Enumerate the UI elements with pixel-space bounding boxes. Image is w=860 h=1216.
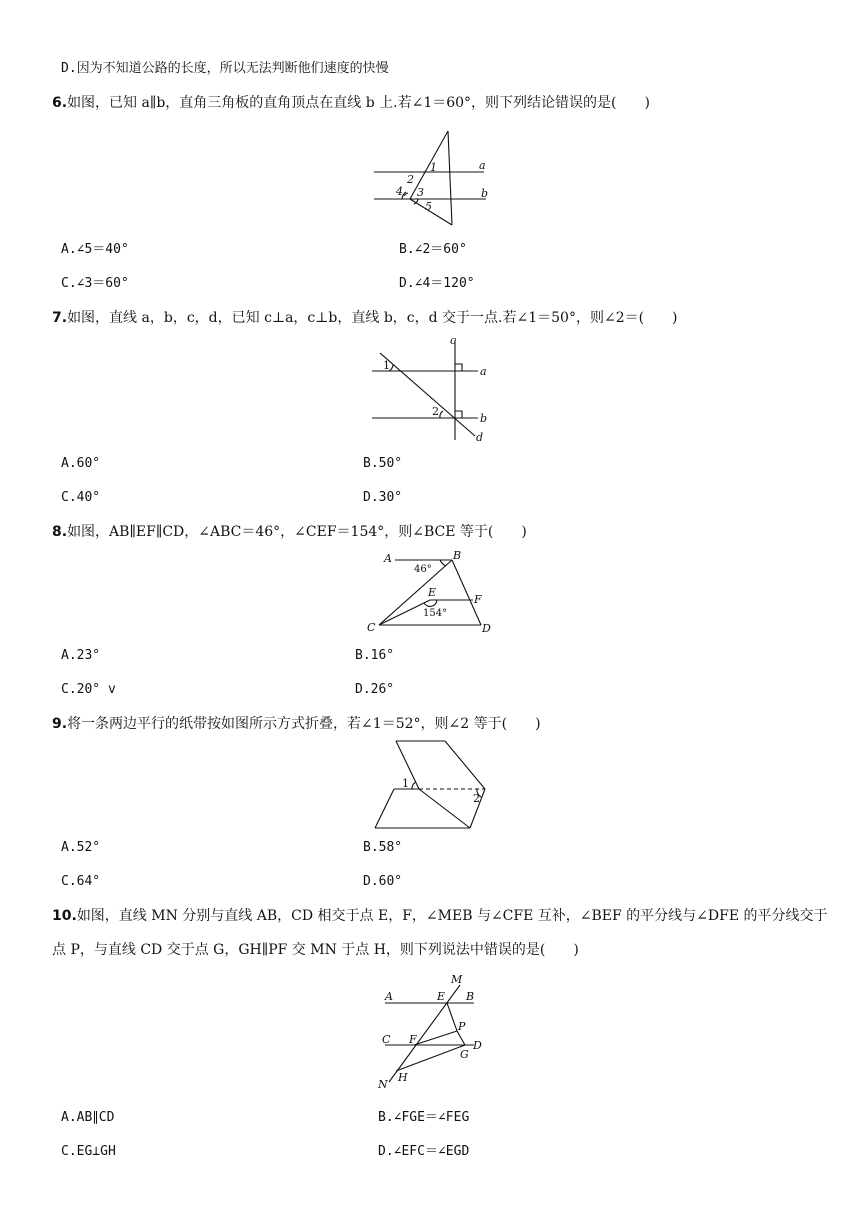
q9-label-2: 2 [473,792,480,805]
q6-label-1: 1 [430,161,437,174]
q8-stem-text: 如图，AB∥EF∥CD，∠ABC＝46°，∠CEF＝154°，则∠BCE 等于( ) [67,524,527,540]
q6-label-4: 4 [396,185,403,198]
q6-label-a: a [479,159,486,172]
q6-label-b: b [481,187,489,200]
q8-label-46: 46° [414,564,432,575]
q7-option-d: D.30° [363,490,403,505]
q6-option-d: D.∠4＝120° [399,276,475,291]
q8-label-B: B [453,549,462,562]
q9-label-1: 1 [402,777,409,790]
q10-label-C: C [382,1033,391,1046]
q9-option-a: A.52° [61,840,101,855]
q7-label-a: a [480,365,487,378]
q7-number: 7. [52,310,68,326]
q6-stem-text: 如图，已知 a∥b，直角三角板的直角顶点在直线 b 上.若∠1＝60°，则下列结论错误的是( ) [67,95,650,111]
q6-label-3: 3 [417,186,424,199]
q7-option-b: B.50° [363,456,403,471]
q9-stem-text: 将一条两边平行的纸带按如图所示方式折叠，若∠1＝52°，则∠2 等于( ) [67,716,541,732]
q9-number: 9. [52,716,68,732]
q8-label-154: 154° [423,608,448,619]
q9-option-b: B.58° [363,840,403,855]
q5-option-d: D.因为不知道公路的长度，所以无法判断他们速度的快慢 [61,61,389,76]
q6-option-c: C.∠3＝60° [61,276,129,291]
q8-label-A: A [384,552,392,565]
q10-option-d: D.∠EFC＝∠EGD [378,1144,470,1159]
q9-option-d: D.60° [363,874,403,889]
q9-option-c: C.64° [61,874,101,889]
q7-stem-text: 如图，直线 a，b，c，d，已知 c⊥a，c⊥b，直线 b，c，d 交于一点.若∠1＝50°，则∠2＝( ) [67,310,678,326]
q8-option-a: A.23° [61,648,101,663]
q10-option-b: B.∠FGE＝∠FEG [378,1110,470,1125]
q10-label-M: M [451,973,463,986]
q10-label-N: N [378,1078,388,1091]
q8-label-D: D [482,622,491,635]
q8-number: 8. [52,524,68,540]
q8-option-b: B.16° [355,648,395,663]
q8-label-F: F [474,593,482,606]
q6-label-5: 5 [425,200,432,213]
q6-number: 6. [52,95,68,111]
q10-label-F: F [409,1033,417,1046]
q6-label-2: 2 [407,173,414,186]
q7-label-d: d [476,431,484,444]
q8-label-E: E [428,586,437,599]
q10-label-B: B [466,990,475,1003]
q10-number: 10. [52,908,77,924]
q7-label-2: 2 [432,405,439,418]
q7-label-1: 1 [383,359,390,372]
q7-label-b: b [480,412,488,425]
q10-option-a: A.AB∥CD [61,1110,115,1125]
q10-label-D: D [473,1039,482,1052]
q7-option-c: C.40° [61,490,101,505]
q10-stem-line2: 点 P，与直线 CD 交于点 G，GH∥PF 交 MN 于点 H，则下列说法中错误的是( ) [52,942,579,958]
q10-label-A: A [385,990,393,1003]
q10-stem-text-1: 如图，直线 MN 分别与直线 AB，CD 相交于点 E，F，∠MEB 与∠CFE 互补，∠BEF 的平分线与∠DFE 的平分线交于 [76,908,828,924]
q8-option-d: D.26° [355,682,395,697]
q10-label-E: E [437,990,446,1003]
q7-option-a: A.60° [61,456,101,471]
q10-label-G: G [460,1048,469,1061]
q10-label-P: P [458,1020,466,1033]
q6-option-b: B.∠2＝60° [399,242,467,257]
q8-label-C: C [367,621,376,634]
q6-option-a: A.∠5＝40° [61,242,129,257]
q7-label-c: c [450,334,457,347]
q10-option-c: C.EG⊥GH [61,1144,116,1159]
q10-label-H: H [398,1071,408,1084]
q8-option-c: C.20° v [61,682,116,697]
